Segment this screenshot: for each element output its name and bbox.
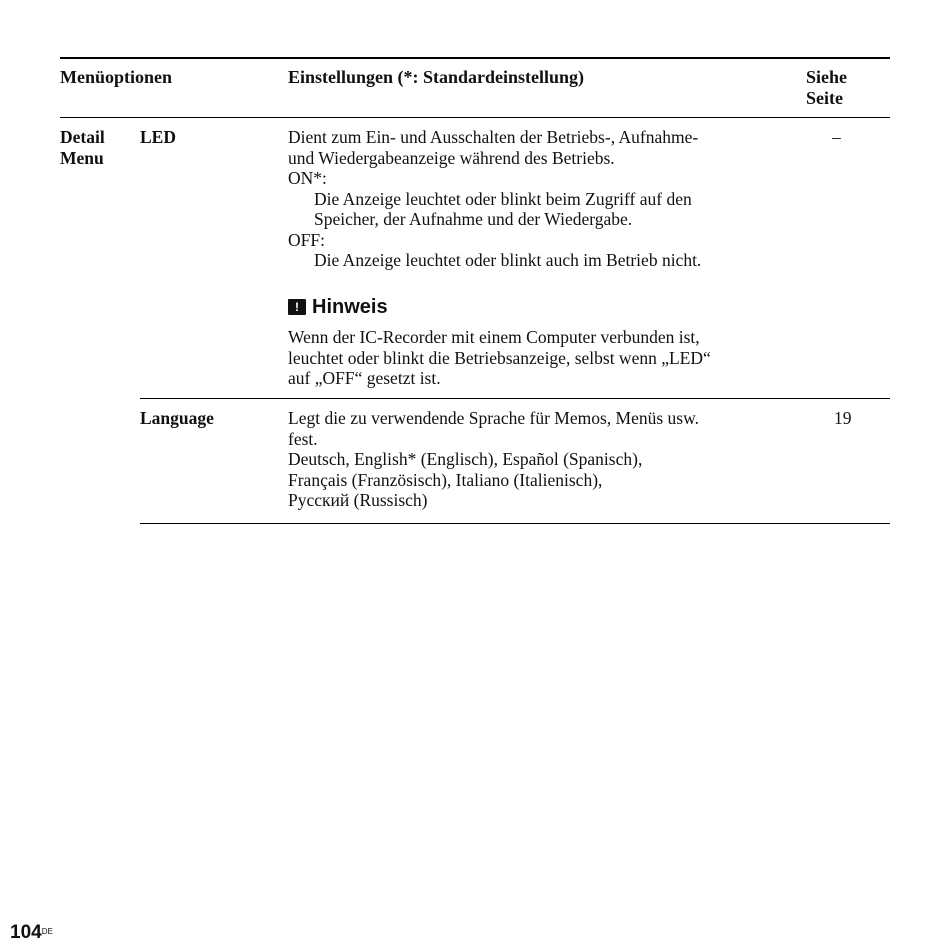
row-separator-rule bbox=[140, 398, 890, 399]
language-description-line2: fest. bbox=[288, 428, 318, 449]
led-option-on-label: ON*: bbox=[288, 168, 327, 188]
led-note bbox=[288, 295, 788, 389]
note-line3: auf „OFF“ gesetzt ist. bbox=[288, 368, 441, 388]
group-label-line1: Detail bbox=[60, 127, 105, 147]
header-see-page-line1: Siehe bbox=[806, 67, 848, 87]
page-number-value: 104 bbox=[10, 922, 42, 943]
header-settings: Einstellungen (*: Standardeinstellung) bbox=[288, 67, 585, 87]
led-option-on-text-line2: Speicher, der Aufnahme und der Wiedergabe. bbox=[314, 209, 633, 229]
note-icon: ! bbox=[288, 299, 306, 315]
header-see-page-line2: Seite bbox=[806, 87, 843, 108]
note-heading bbox=[288, 295, 788, 319]
row-language-name: Language bbox=[140, 408, 214, 428]
led-option-off-text: Die Anzeige leuchtet oder blinkt auch im Betrieb nicht. bbox=[314, 250, 702, 270]
language-description-line1: Legt die zu verwendende Sprache für Memos, Menüs usw. bbox=[288, 408, 699, 428]
note-title: Hinweis bbox=[312, 296, 388, 318]
table-bottom-rule bbox=[140, 523, 890, 524]
table-top-rule bbox=[60, 57, 890, 59]
header-see-page bbox=[806, 67, 847, 108]
row-led-settings bbox=[288, 127, 788, 271]
row-language-page: 19 bbox=[834, 408, 852, 428]
language-list-line3: Русский (Russisch) bbox=[288, 490, 428, 510]
row-language-settings bbox=[288, 408, 788, 511]
led-option-on-text-line1: Die Anzeige leuchtet oder blinkt beim Zugriff auf den bbox=[314, 188, 692, 209]
header-menu-options: Menüoptionen bbox=[60, 67, 173, 87]
led-description-line1: Dient zum Ein- und Ausschalten der Betriebs-, Aufnahme- bbox=[288, 127, 699, 147]
led-description-line2: und Wiedergabeanzeige während des Betriebs. bbox=[288, 147, 615, 168]
led-option-off-label: OFF: bbox=[288, 229, 325, 250]
header-bottom-rule bbox=[60, 117, 890, 118]
group-label-line2: Menu bbox=[60, 147, 104, 168]
group-label bbox=[60, 127, 105, 168]
row-led-page: – bbox=[832, 127, 841, 147]
note-line2: leuchtet oder blinkt die Betriebsanzeige, selbst wenn „LED“ bbox=[288, 347, 711, 368]
row-led-name: LED bbox=[140, 127, 176, 147]
language-list-line1: Deutsch, English* (Englisch), Español (Spanisch), bbox=[288, 449, 643, 469]
page-number bbox=[10, 922, 53, 944]
page-number-suffix: DE bbox=[41, 927, 53, 936]
note-line1: Wenn der IC-Recorder mit einem Computer verbunden ist, bbox=[288, 327, 700, 347]
language-list-line2: Français (Französisch), Italiano (Italienisch), bbox=[288, 469, 603, 490]
